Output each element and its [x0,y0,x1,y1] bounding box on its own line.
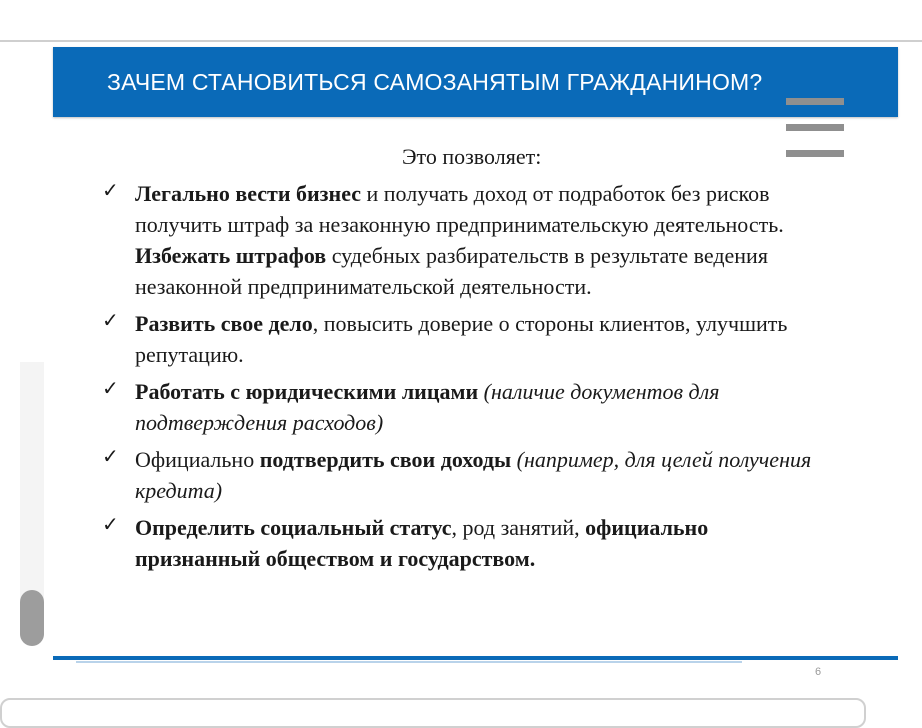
checkmark-icon: ✓ [102,308,119,332]
bullet-text: и получать доход от подработок без рисков получить штраф за незаконную предпринимательскую деятельность. [135,181,784,237]
bullet-bold: подтвердить свои доходы [259,447,512,472]
list-item [102,178,822,302]
bullet-bold: Определить социальный статус [135,515,452,540]
slide-title: ЗАЧЕМ СТАНОВИТЬСЯ САМОЗАНЯТЫМ ГРАЖДАНИНОМ? [107,69,763,95]
bullet-bold: Избежать штрафов [135,243,327,268]
presentation-slide [50,44,902,678]
checkmark-icon: ✓ [102,512,119,536]
bullet-bold: Работать с юридическими лицами [135,379,479,404]
scrollbar-thumb[interactable] [20,590,44,646]
footer-line [53,656,898,660]
bullet-bold: официально признанный обществом и государством. [135,515,709,571]
list-item [102,308,822,370]
bullet-text: Официально [135,447,260,472]
bullet-bold: Легально вести бизнес [135,181,361,206]
checkmark-icon: ✓ [102,444,119,468]
menu-icon[interactable] [786,98,844,160]
intro-text: Это позволяет: [402,144,542,169]
bullet-text: судебных разбирательств в результате ведения незаконной предпринимательской деятельности. [135,243,768,299]
slide-header-bar [53,47,898,117]
checkmark-icon: ✓ [102,178,119,202]
bullet-text: , род занятий, [451,515,586,540]
checkmark-icon: ✓ [102,376,119,400]
page-number: 6 [815,666,822,678]
bullet-italic: (наличие документов для подтверждения расходов) [135,379,720,435]
list-item [102,512,822,574]
top-divider [0,40,922,42]
list-item [102,444,822,506]
bullet-text: , повысить доверие о стороны клиентов, улучшить репутацию. [135,311,788,367]
bullet-bold: Развить свое дело [135,311,313,336]
list-item [102,376,822,438]
footer-line-light [76,661,742,663]
scrollbar-track[interactable] [20,362,44,612]
bottom-panel [0,698,866,728]
bullet-subparagraph [135,240,822,302]
bullet-italic: (например, для целей получения кредита) [135,447,812,503]
benefits-list [102,178,822,580]
